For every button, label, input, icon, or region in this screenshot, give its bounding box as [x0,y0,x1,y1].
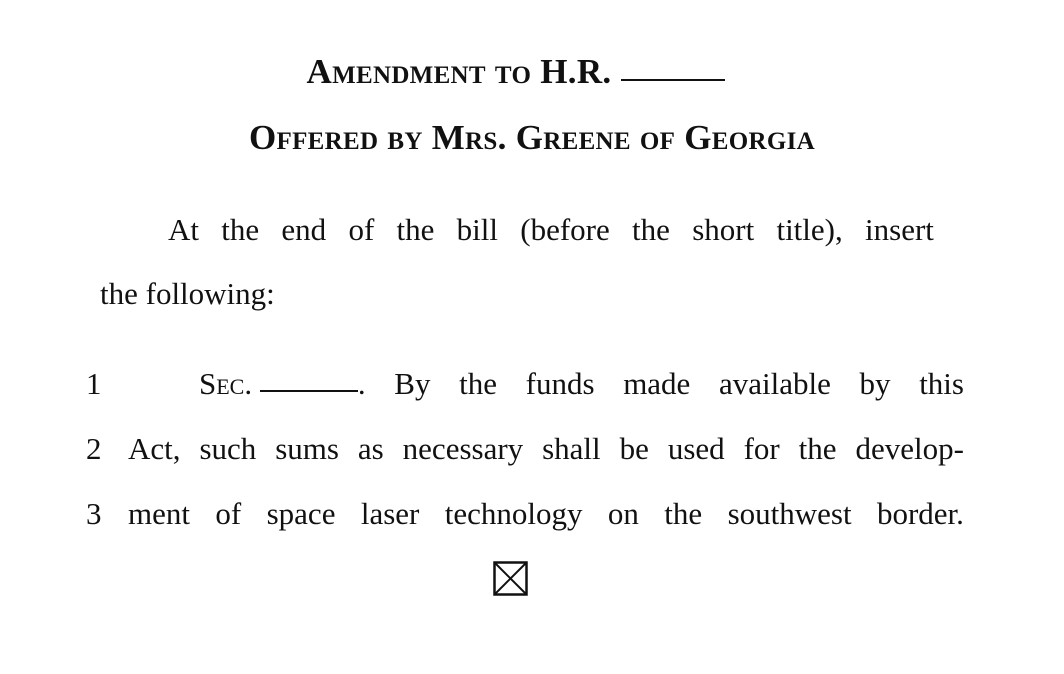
body-word: technology [444,496,583,531]
amendment-title [0,52,1048,92]
body-word: necessary [402,431,524,466]
body-word: insert [865,212,934,247]
body-word: title), [776,212,843,247]
body-word: funds [525,366,595,401]
line-number: 1 [86,366,102,401]
body-word: shall [542,431,601,466]
body-word: made [623,366,691,401]
boxed-x-icon [493,561,528,596]
body-word: end [281,212,327,247]
body-word: this [919,366,964,401]
body-word: the [798,431,837,466]
body-word: By [394,366,431,401]
body-word: the [221,212,260,247]
body-word: develop- [855,431,964,466]
body-word: At [168,212,199,247]
bill-number-blank [621,78,725,81]
body-word: the [459,366,497,401]
body-word: ment [128,496,190,531]
body-word: sums [275,431,339,466]
body-word: of [215,496,242,531]
body-word: of [348,212,375,247]
body-line-2 [128,431,964,467]
line-number: 2 [86,431,102,466]
body-word: space [266,496,336,531]
intro-line-1 [168,212,934,248]
section-label-text: Sec. [199,366,253,401]
body-word: the [396,212,435,247]
body-word: (before [520,212,610,247]
body-word: as [357,431,384,466]
body-word: laser [360,496,420,531]
body-word: for [743,431,780,466]
body-word: such [199,431,257,466]
intro-line-2: the following: [100,276,275,311]
body-word: southwest [727,496,852,531]
body-word: by [859,366,891,401]
body-word: bill [456,212,499,247]
body-word: be [619,431,649,466]
section-label [199,366,366,402]
body-word: the [664,496,703,531]
body-word: used [667,431,725,466]
body-word: the [632,212,670,247]
line-number: 3 [86,496,102,531]
offered-by-heading: Offered by Mrs. Greene of Georgia [248,118,816,157]
body-word: Act, [128,431,181,466]
section-number-blank [260,389,358,392]
body-word: on [607,496,639,531]
body-line-3 [128,496,964,532]
body-word: border. [876,496,964,531]
body-word: . [357,366,366,401]
body-word: available [718,366,831,401]
amendment-title-text: Amendment to H.R. [306,52,612,91]
body-line-1 [199,366,964,402]
body-word: short [692,212,755,247]
